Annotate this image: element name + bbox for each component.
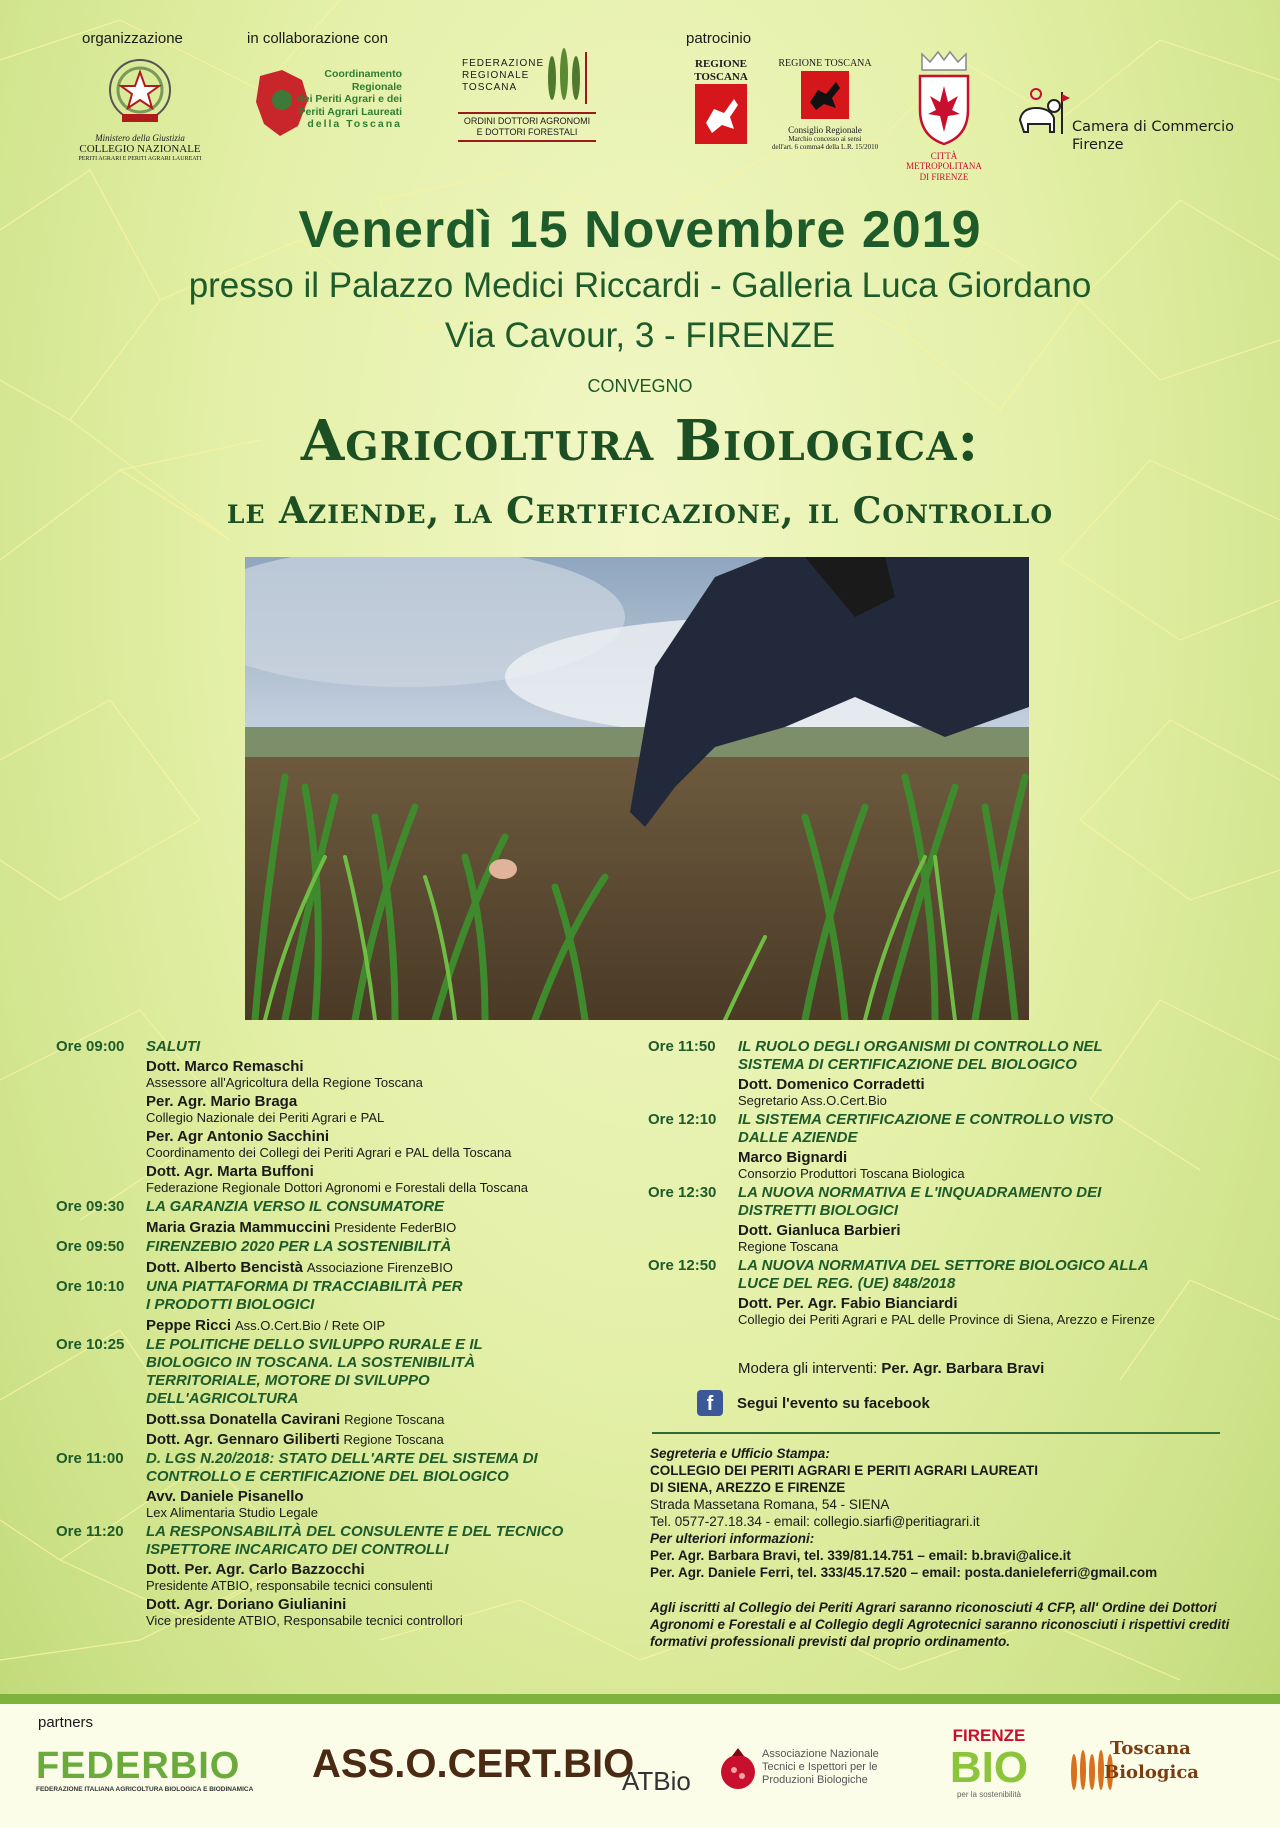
programme-slot: Ore 09:00 SALUTI Dott. Marco Remaschi Assessore all'Agricoltura della Regione Toscana Per. Agr. Mario Braga Collegio Nazionale dei Periti Agrari e PAL Per. Agr Antonio Sacchini Coordinamento dei Collegi dei Periti Agrari e PAL della Toscana Dott. Agr. Marta Buffoni Federazione Regionale Dottori Agronomi e Forestali della Toscana — [56, 1038, 529, 1195]
atbio-logo: ATBio Associazione Nazionale Tecnici e Ispettori per le Produzioni Biologiche — [622, 1748, 879, 1796]
pomegranate-icon — [718, 1748, 758, 1792]
organizzazione-label: organizzazione — [82, 30, 183, 47]
programme-slot: Ore 12:10 IL SISTEMA CERTIFICAZIONE E CONTROLLO VISTO DALLE AZIENDE Marco Bignardi Consorzio Produttori Toscana Biologica — [648, 1111, 1114, 1181]
programme-slot: Ore 10:25 LE POLITICHE DELLO SVILUPPO RURALE E IL BIOLOGICO IN TOSCANA. LA SOSTENIBILITÀ TERRITORIALE, MOTORE DI SVILUPPO DELL'AGRICOLTURA Dott.ssa Donatella Cavirani Regione Toscana Dott. Agr. Gennaro Giliberti Regione Toscana — [56, 1336, 483, 1448]
event-address: Via Cavour, 3 - FIRENZE — [444, 316, 836, 355]
partners-label: partners — [38, 1714, 94, 1731]
cypress-trees-icon — [542, 48, 592, 106]
repubblica-emblem-icon — [105, 56, 175, 128]
divider — [652, 1432, 1220, 1434]
programme-slot: Ore 09:50 FIRENZEBIO 2020 PER LA SOSTENIBILITÀ Dott. Alberto Bencistà Associazione FirenzeBIO — [56, 1238, 453, 1276]
facebook-icon: f — [697, 1390, 723, 1416]
pegaso-icon — [800, 70, 850, 120]
programme-right — [648, 1038, 1248, 1330]
programme-slot: Ore 12:30 LA NUOVA NORMATIVA E L'INQUADRAMENTO DEI DISTRETTI BIOLOGICI Dott. Gianluca Barbieri Regione Toscana — [648, 1184, 1102, 1254]
citta-metropolitana-logo: CITTÀ METROPOLITANA DI FIRENZE — [894, 50, 994, 182]
event-venue: presso il Palazzo Medici Riccardi - Galleria Luca Giordano — [188, 266, 1092, 305]
event-date: Venerdì 15 Novembre 2019 — [298, 201, 982, 259]
regione-toscana-logo: REGIONE TOSCANA — [692, 58, 750, 150]
facebook-link[interactable]: f Segui l'evento su facebook — [697, 1390, 930, 1416]
moderator: Modera gli interventi: Per. Agr. Barbara Bravi — [738, 1360, 1045, 1377]
event-title: Agricoltura Biologica: — [300, 408, 980, 474]
event-type: CONVEGNO — [587, 376, 693, 396]
contacts-block: Segreteria e Ufficio Stampa: COLLEGIO DEI PERITI AGRARI E PERITI AGRARI LAUREATI DI SIENA, AREZZO E FIRENZE Strada Massetana Romana, 54 - SIENA Tel. 0577-27.18.34 - email: collegio.siarfi@peritiagrari.it Per ulteriori informazioni: Per. Agr. Barbara Bravi, tel. 339/81.14.751 – email: b.bravi@alice.it Per. Agr. Daniele Ferri, tel. 333/45.17.520 – email: posta.danieleferri@gmail.com Agli iscritti al Collegio dei Periti Agrari saranno riconosciuti 4 CFP, all' Ordine dei Dottori Agronomi e Forestali e al Collegio degli Agrotecnici saranno riconosciuti i rispettivi crediti formativi professionali previsti dal proprio ordinamento. — [650, 1446, 1230, 1649]
programme-slot: Ore 11:00 D. LGS N.20/2018: STATO DELL'ARTE DEL SISTEMA DI CONTROLLO E CERTIFICAZIONE DEL BIOLOGICO Avv. Daniele Pisanello Lex Alimentaria Studio Legale — [56, 1450, 538, 1520]
federazione-regionale-logo: FEDERAZIONE REGIONALE TOSCANA ORDINI DOTTORI AGRONOMI E DOTTORI FORESTALI — [458, 48, 596, 142]
consiglio-regionale-logo: REGIONE TOSCANA Consiglio Regionale Marchio concesso ai sensi dell'art. 6 comma4 della L.R. 15/2010 — [771, 58, 879, 151]
toscana-biologica-logo: Toscana Biologica — [1068, 1738, 1218, 1798]
programme-slot: Ore 11:50 IL RUOLO DEGLI ORGANISMI DI CONTROLLO NEL SISTEMA DI CERTIFICAZIONE DEL BIOLOGICO Dott. Domenico Corradetti Segretario Ass.O.Cert.Bio — [648, 1038, 1103, 1108]
event-subtitle: le Aziende, la Certificazione, il Controllo — [226, 490, 1054, 532]
programme-slot: Ore 09:30 LA GARANZIA VERSO IL CONSUMATORE Maria Grazia Mammuccini Presidente FederBIO — [56, 1198, 457, 1236]
pegaso-icon — [694, 83, 748, 145]
programme-slot: Ore 11:20 LA RESPONSABILITÀ DEL CONSULENTE E DEL TECNICO ISPETTORE INCARICATO DEI CONTROLLI Dott. Per. Agr. Carlo Bazzocchi Presidente ATBIO, responsabile tecnici consulenti Dott. Agr. Doriano Giulianini Vice presidente ATBIO, Responsabile tecnici controllori — [56, 1523, 564, 1628]
field-photo — [245, 557, 1029, 1020]
agnus-dei-icon — [1010, 84, 1070, 148]
assocertbio-logo: ASS.O.CERT.BIO — [312, 1742, 635, 1786]
patrocinio-label: patrocinio — [686, 30, 752, 47]
programme-left — [56, 1038, 616, 1631]
partners-band-top — [0, 1694, 1280, 1704]
programme-slot: Ore 10:10 UNA PIATTAFORMA DI TRACCIABILITÀ PER I PRODOTTI BIOLOGICI Peppe Ricci Ass.O.Cert.Bio / Rete OIP — [56, 1278, 463, 1334]
coordinamento-regionale-logo: Coordinamento Regionale dei Periti Agrari e dei Periti Agrari Laureati della Toscana — [252, 62, 402, 146]
collegio-nazionale-logo: Ministero della Giustizia COLLEGIO NAZIONALE PERITI AGRARI E PERITI AGRARI LAUREATI — [60, 56, 220, 163]
camera-commercio-logo: Camera di Commercio Firenze — [1010, 84, 1250, 154]
programme-slot: Ore 12:50 LA NUOVA NORMATIVA DEL SETTORE BIOLOGICO ALLA LUCE DEL REG. (UE) 848/2018 Dott. Per. Agr. Fabio Bianciardi Collegio dei Periti Agrari e PAL delle Province di Siena, Arezzo e Firenze — [648, 1257, 1155, 1327]
federbio-logo: FEDERBIO FEDERAZIONE ITALIANA AGRICOLTURA BIOLOGICA E BIODINAMICA — [36, 1745, 254, 1793]
giglio-shield-icon — [914, 50, 974, 146]
firenzebio-logo: FIRENZE BIO per la sostenibilità — [949, 1726, 1029, 1799]
collaborazione-label: in collaborazione con — [247, 30, 388, 47]
